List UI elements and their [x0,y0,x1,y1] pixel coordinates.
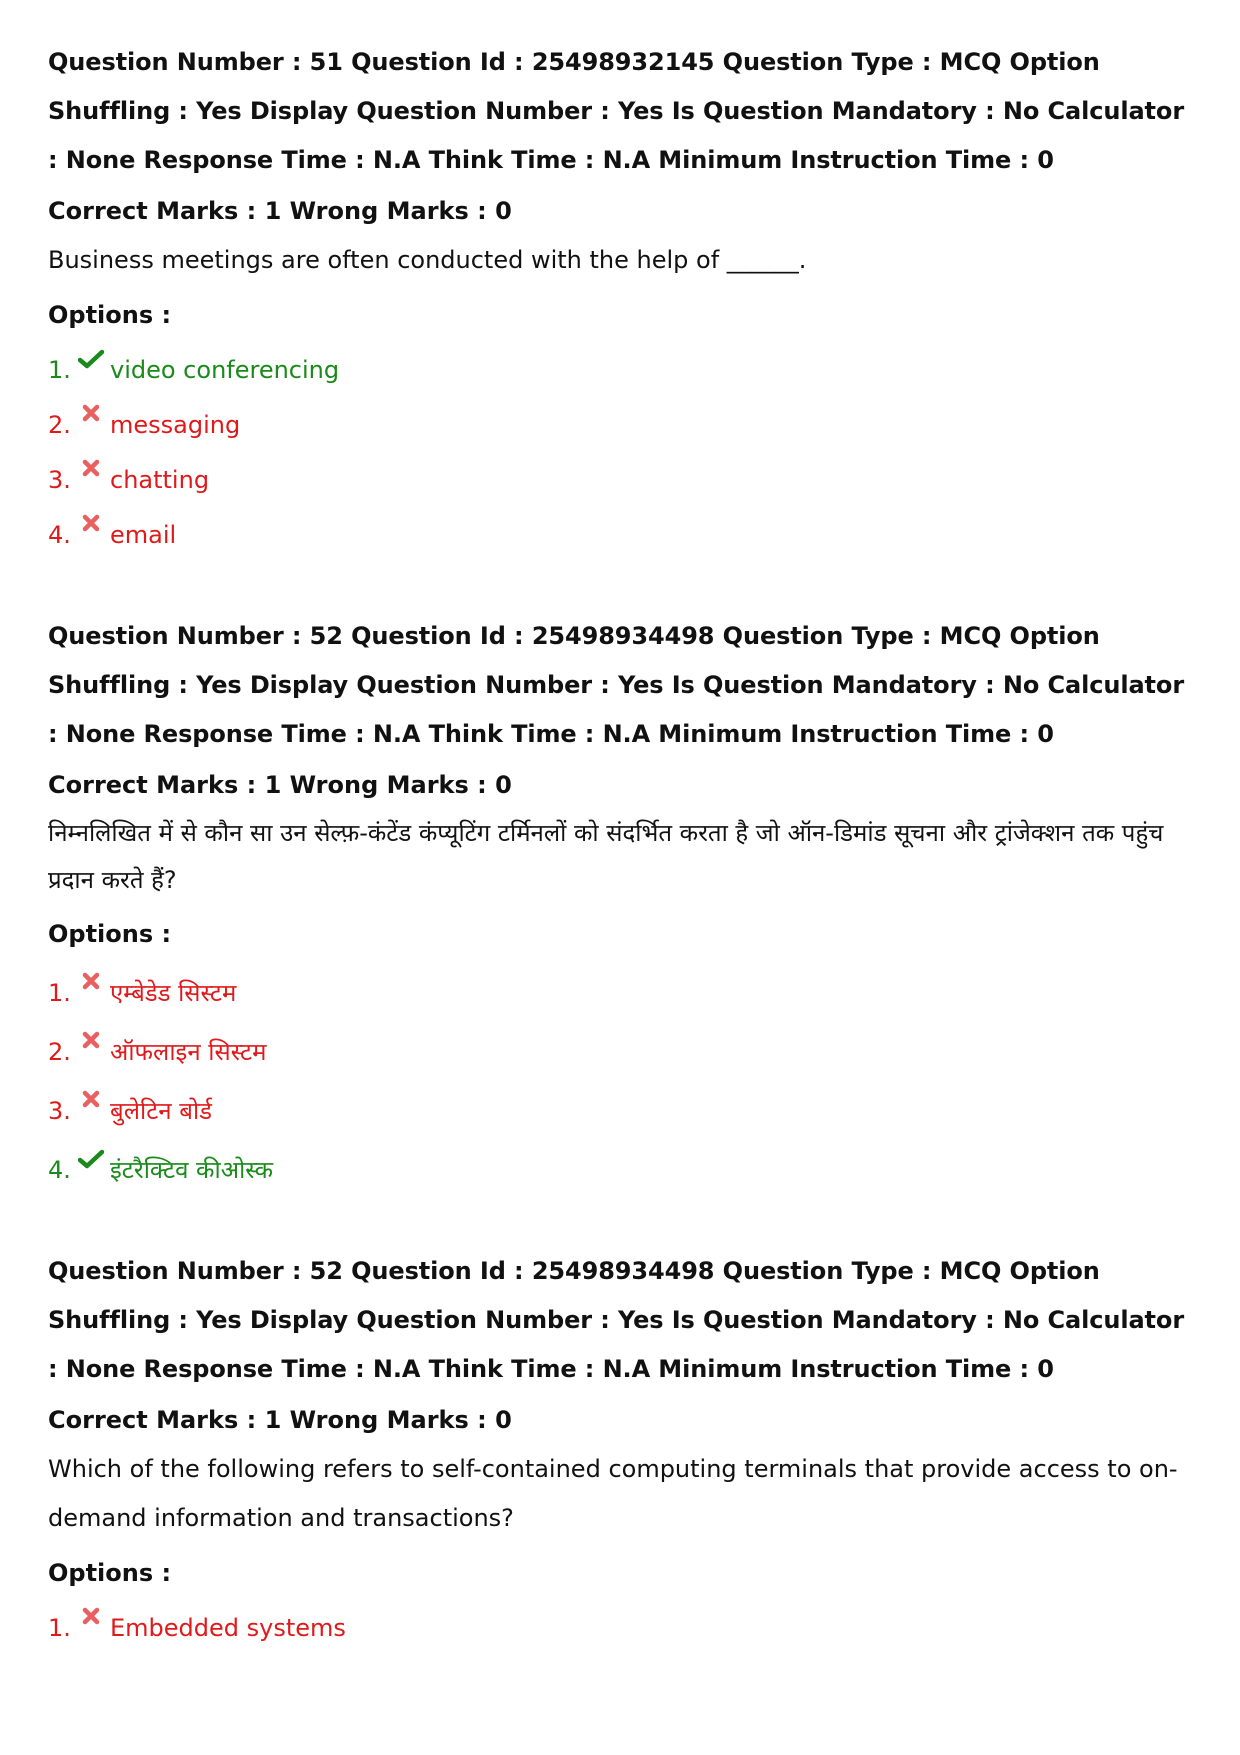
question-block-52-english [48,1247,1198,1643]
question-meta: Question Number : 52 Question Id : 25498934498 Question Type : MCQ Option Shuffling : Yes Display Question Number : Yes Is Question Mandatory : No Calculator : None Response Time : N.A Think Time : N.A Minimum Instruction Time : 0 [48,622,1185,748]
option-item [48,1155,1198,1185]
cross-icon [78,459,104,479]
options-label: Options : [48,920,172,948]
option-text: Embedded systems [110,1614,346,1642]
option-text: email [110,521,177,549]
question-block-52-hindi [48,612,1198,1185]
question-text: Business meetings are often conducted with the help of ______. [48,246,807,274]
option-item [48,1037,1198,1067]
option-item [48,1613,1198,1643]
question-marks: Correct Marks : 1 Wrong Marks : 0 [48,1406,512,1434]
option-number: 3. [48,1097,71,1125]
option-number: 2. [48,1038,71,1066]
options-list [48,1613,1198,1643]
option-item [48,520,1198,550]
option-text: ऑफलाइन सिस्टम [110,1038,267,1066]
question-marks: Correct Marks : 1 Wrong Marks : 0 [48,197,512,225]
cross-icon [78,514,104,534]
option-text: video conferencing [110,356,340,384]
check-icon [78,1149,104,1169]
option-number: 2. [48,411,71,439]
option-item [48,410,1198,440]
option-item [48,978,1198,1008]
cross-icon [78,1090,104,1110]
options-list [48,978,1198,1185]
option-number: 4. [48,521,71,549]
options-list [48,355,1198,550]
option-text: messaging [110,411,241,439]
question-marks: Correct Marks : 1 Wrong Marks : 0 [48,771,512,799]
question-text: Which of the following refers to self-contained computing terminals that provide access to on-demand information and transactions? [48,1455,1178,1532]
option-text: एम्बेडेड सिस्टम [110,979,237,1007]
option-text: बुलेटिन बोर्ड [110,1097,212,1125]
question-paper [48,38,1198,1643]
options-label: Options : [48,1559,172,1587]
option-number: 3. [48,466,71,494]
options-label: Options : [48,301,172,329]
question-meta: Question Number : 52 Question Id : 25498934498 Question Type : MCQ Option Shuffling : Yes Display Question Number : Yes Is Question Mandatory : No Calculator : None Response Time : N.A Think Time : N.A Minimum Instruction Time : 0 [48,1257,1185,1383]
question-text: निम्नलिखित में से कौन सा उन सेल्फ़-कंटेंड कंप्यूटिंग टर्मिनलों को संदर्भित करता है जो ऑन-डिमांड सूचना और ट्रांजेक्शन तक पहुंच प्रदान करते हैं? [48,819,1164,894]
option-item [48,1096,1198,1126]
cross-icon [78,972,104,992]
cross-icon [78,404,104,424]
option-number: 4. [48,1156,71,1184]
check-icon [78,349,104,369]
option-item [48,465,1198,495]
option-item [48,355,1198,385]
option-number: 1. [48,979,71,1007]
cross-icon [78,1607,104,1627]
option-text: इंटरैक्टिव कीओस्क [110,1156,274,1184]
question-meta: Question Number : 51 Question Id : 25498932145 Question Type : MCQ Option Shuffling : Yes Display Question Number : Yes Is Question Mandatory : No Calculator : None Response Time : N.A Think Time : N.A Minimum Instruction Time : 0 [48,48,1185,174]
question-block-51 [48,38,1198,550]
cross-icon [78,1031,104,1051]
option-number: 1. [48,356,71,384]
option-text: chatting [110,466,210,494]
option-number: 1. [48,1614,71,1642]
